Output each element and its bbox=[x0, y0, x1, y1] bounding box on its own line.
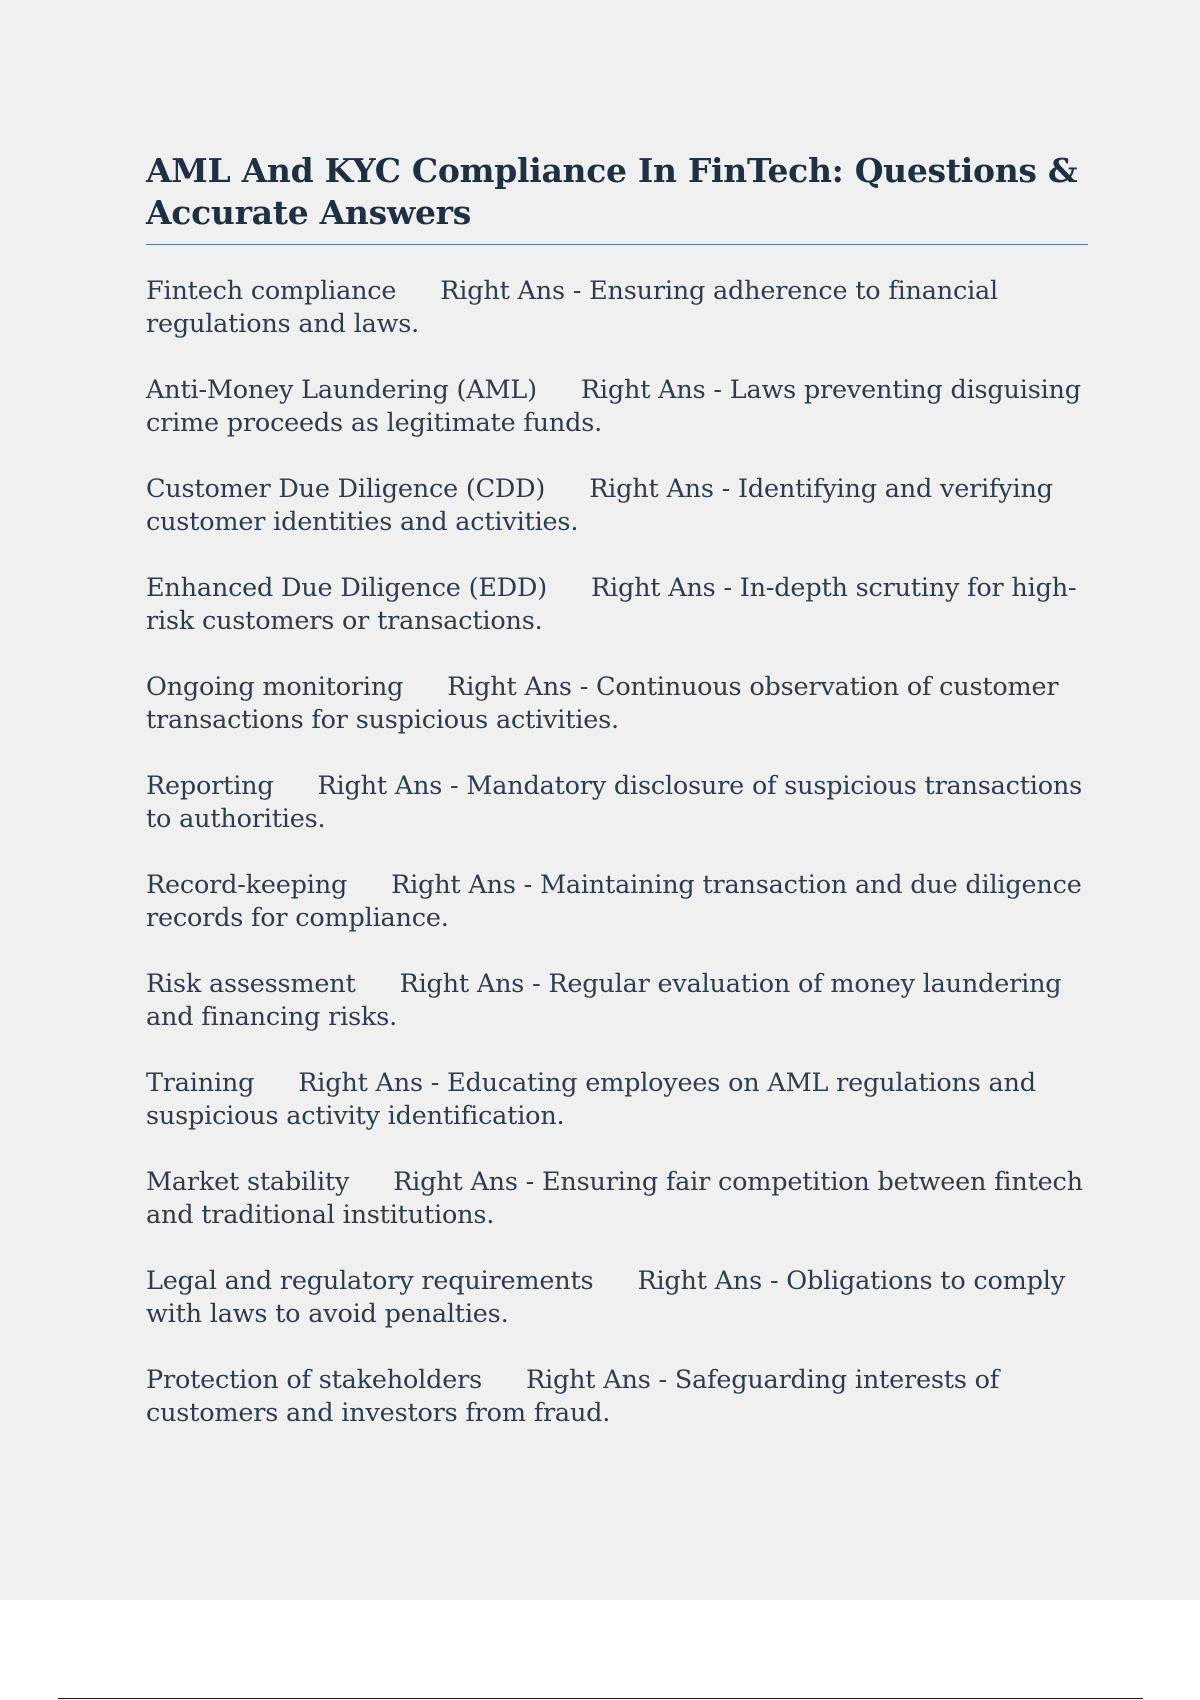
qa-item bbox=[146, 1265, 1088, 1331]
qa-answer: Identifying and verifying customer identities and activities. bbox=[146, 474, 1053, 537]
qa-answer-prefix: Right Ans - bbox=[637, 1266, 787, 1296]
qa-answer: Ensuring adherence to financial regulations and laws. bbox=[146, 276, 999, 339]
qa-answer: Maintaining transaction and due diligence records for compliance. bbox=[146, 870, 1082, 933]
qa-term: Reporting bbox=[146, 771, 274, 801]
qa-term: Enhanced Due Diligence (EDD) bbox=[146, 573, 547, 603]
qa-answer-prefix: Right Ans - bbox=[298, 1068, 448, 1098]
qa-item bbox=[146, 770, 1088, 836]
qa-answer: Continuous observation of customer transactions for suspicious activities. bbox=[146, 672, 1059, 735]
qa-item bbox=[146, 1364, 1088, 1430]
qa-answer: Laws preventing disguising crime proceeds as legitimate funds. bbox=[146, 375, 1081, 438]
qa-item bbox=[146, 1166, 1088, 1232]
qa-answer: Obligations to comply with laws to avoid penalties. bbox=[146, 1266, 1065, 1329]
page-bottom-divider bbox=[58, 1698, 1143, 1699]
qa-item bbox=[146, 374, 1088, 440]
qa-answer-prefix: Right Ans - bbox=[580, 375, 730, 405]
qa-term: Fintech compliance bbox=[146, 276, 397, 306]
qa-list bbox=[146, 275, 1088, 1430]
qa-answer: Educating employees on AML regulations and suspicious activity identification. bbox=[146, 1068, 1036, 1131]
title-divider bbox=[146, 244, 1088, 245]
qa-term: Market stability bbox=[146, 1167, 350, 1197]
qa-term: Training bbox=[146, 1068, 255, 1098]
qa-answer: In-depth scrutiny for high-risk customers or transactions. bbox=[146, 573, 1077, 636]
qa-item bbox=[146, 275, 1088, 341]
qa-answer-prefix: Right Ans - bbox=[399, 969, 549, 999]
qa-term: Protection of stakeholders bbox=[146, 1365, 482, 1395]
qa-answer-prefix: Right Ans - bbox=[447, 672, 597, 702]
qa-item bbox=[146, 671, 1088, 737]
qa-term: Legal and regulatory requirements bbox=[146, 1266, 594, 1296]
qa-answer-prefix: Right Ans - bbox=[440, 276, 590, 306]
qa-term: Anti-Money Laundering (AML) bbox=[146, 375, 537, 405]
qa-item bbox=[146, 869, 1088, 935]
qa-answer-prefix: Right Ans - bbox=[391, 870, 540, 900]
document-content bbox=[146, 150, 1088, 1463]
qa-term: Record-keeping bbox=[146, 870, 348, 900]
qa-answer-prefix: Right Ans - bbox=[317, 771, 467, 801]
qa-item bbox=[146, 572, 1088, 638]
document-title: AML And KYC Compliance In FinTech: Questions & Accurate Answers bbox=[146, 151, 1078, 232]
qa-answer: Regular evaluation of money laundering and financing risks. bbox=[146, 969, 1062, 1032]
qa-item bbox=[146, 968, 1088, 1034]
qa-term: Risk assessment bbox=[146, 969, 356, 999]
qa-item bbox=[146, 1067, 1088, 1133]
qa-answer-prefix: Right Ans - bbox=[590, 573, 740, 603]
qa-answer: Safeguarding interests of customers and investors from fraud. bbox=[146, 1365, 999, 1428]
qa-term: Customer Due Diligence (CDD) bbox=[146, 474, 546, 504]
qa-answer: Ensuring fair competition between fintech and traditional institutions. bbox=[146, 1167, 1083, 1230]
qa-answer-prefix: Right Ans - bbox=[589, 474, 738, 504]
qa-answer-prefix: Right Ans - bbox=[526, 1365, 675, 1395]
qa-answer: Mandatory disclosure of suspicious transactions to authorities. bbox=[146, 771, 1083, 834]
qa-item bbox=[146, 473, 1088, 539]
qa-term: Ongoing monitoring bbox=[146, 672, 404, 702]
qa-answer-prefix: Right Ans - bbox=[393, 1167, 542, 1197]
